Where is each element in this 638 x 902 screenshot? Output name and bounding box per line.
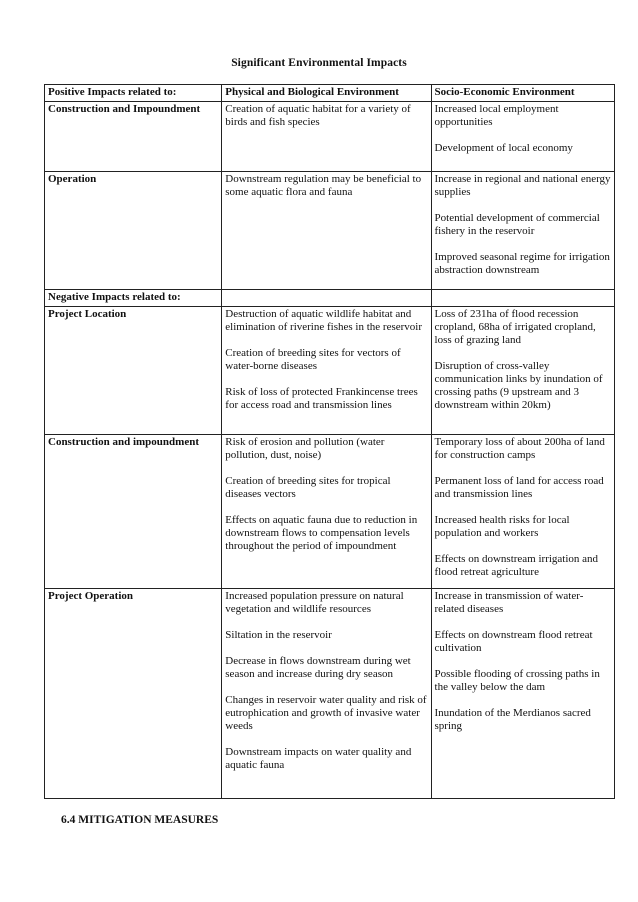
impact-text: Development of local economy (434, 142, 573, 154)
table-row (45, 589, 615, 799)
header-impact-type: Positive Impacts related to: (45, 85, 222, 102)
impact-text: Inundation of the Merdianos sacred spring (434, 707, 591, 732)
impact-text: Potential development of commercial fishery in the reservoir (434, 212, 600, 237)
impact-text: Creation of aquatic habitat for a variety of birds and fish species (225, 103, 411, 128)
impact-text: Creation of breeding sites for vectors of water-borne diseases (225, 347, 401, 372)
impact-text: Creation of breeding sites for tropical diseases vectors (225, 475, 391, 500)
physical-cell (222, 589, 431, 799)
impact-text: Increased population pressure on natural vegetation and wildlife resources (225, 590, 404, 615)
impact-text: Increased health risks for local population and workers (434, 514, 570, 539)
physical-cell (222, 172, 431, 290)
impact-text: Increase in transmission of water-related diseases (434, 590, 584, 615)
header-row (45, 85, 615, 102)
header-socio-economic: Socio-Economic Environment (431, 85, 614, 102)
empty-cell (222, 290, 431, 307)
negative-header-row (45, 290, 615, 307)
impact-text: Siltation in the reservoir (225, 629, 332, 641)
physical-cell (222, 102, 431, 172)
impact-text: Temporary loss of about 200ha of land for construction camps (434, 436, 605, 461)
impact-text: Downstream regulation may be beneficial to some aquatic flora and fauna (225, 173, 422, 198)
socio-cell (431, 172, 614, 290)
socio-cell (431, 102, 614, 172)
negative-impacts-label: Negative Impacts related to: (45, 290, 222, 307)
impact-text: Decrease in flows downstream during wet season and increase during dry season (225, 655, 411, 680)
socio-cell (431, 589, 614, 799)
physical-cell (222, 307, 431, 435)
impact-text: Downstream impacts on water quality and aquatic fauna (225, 746, 412, 771)
empty-cell (431, 290, 614, 307)
header-physical-biological: Physical and Biological Environment (222, 85, 431, 102)
impact-text: Destruction of aquatic wildlife habitat and elimination of riverine fishes in the reservoir (225, 308, 422, 333)
impact-text: Effects on downstream flood retreat cultivation (434, 629, 593, 654)
physical-cell (222, 435, 431, 589)
impact-text: Possible flooding of crossing paths in the valley below the dam (434, 668, 600, 693)
impact-text: Effects on aquatic fauna due to reduction in downstream flows to compensation levels throughout the period of impoundment (225, 514, 418, 552)
impact-text: Increased local employment opportunities (434, 103, 559, 128)
impact-text: Disruption of cross-valley communication links by inundation of crossing paths (9 upstream and 3 downstream within 20km) (434, 360, 603, 411)
table-row (45, 102, 615, 172)
impact-text: Increase in regional and national energy supplies (434, 173, 611, 198)
row-label: Project Operation (45, 589, 222, 799)
row-label: Operation (45, 172, 222, 290)
socio-cell (431, 307, 614, 435)
section-heading: 6.4 MITIGATION MEASURES (61, 814, 219, 826)
row-label: Construction and Impoundment (45, 102, 222, 172)
impacts-table (44, 84, 615, 799)
impact-text: Improved seasonal regime for irrigation abstraction downstream (434, 251, 610, 276)
table-row (45, 435, 615, 589)
row-label: Construction and impoundment (45, 435, 222, 589)
table-row (45, 307, 615, 435)
socio-cell (431, 435, 614, 589)
impact-text: Effects on downstream irrigation and flood retreat agriculture (434, 553, 599, 578)
table-title: Significant Environmental Impacts (231, 57, 407, 69)
impact-text: Risk of loss of protected Frankincense trees for access road and transmission lines (225, 386, 418, 411)
impact-text: Permanent loss of land for access road and transmission lines (434, 475, 604, 500)
table-row (45, 172, 615, 290)
impact-text: Changes in reservoir water quality and risk of eutrophication and growth of invasive water weeds (225, 694, 427, 732)
impact-text: Loss of 231ha of flood recession cropland, 68ha of irrigated cropland, loss of grazing land (434, 308, 596, 346)
row-label: Project Location (45, 307, 222, 435)
impact-text: Risk of erosion and pollution (water pollution, dust, noise) (225, 436, 385, 461)
